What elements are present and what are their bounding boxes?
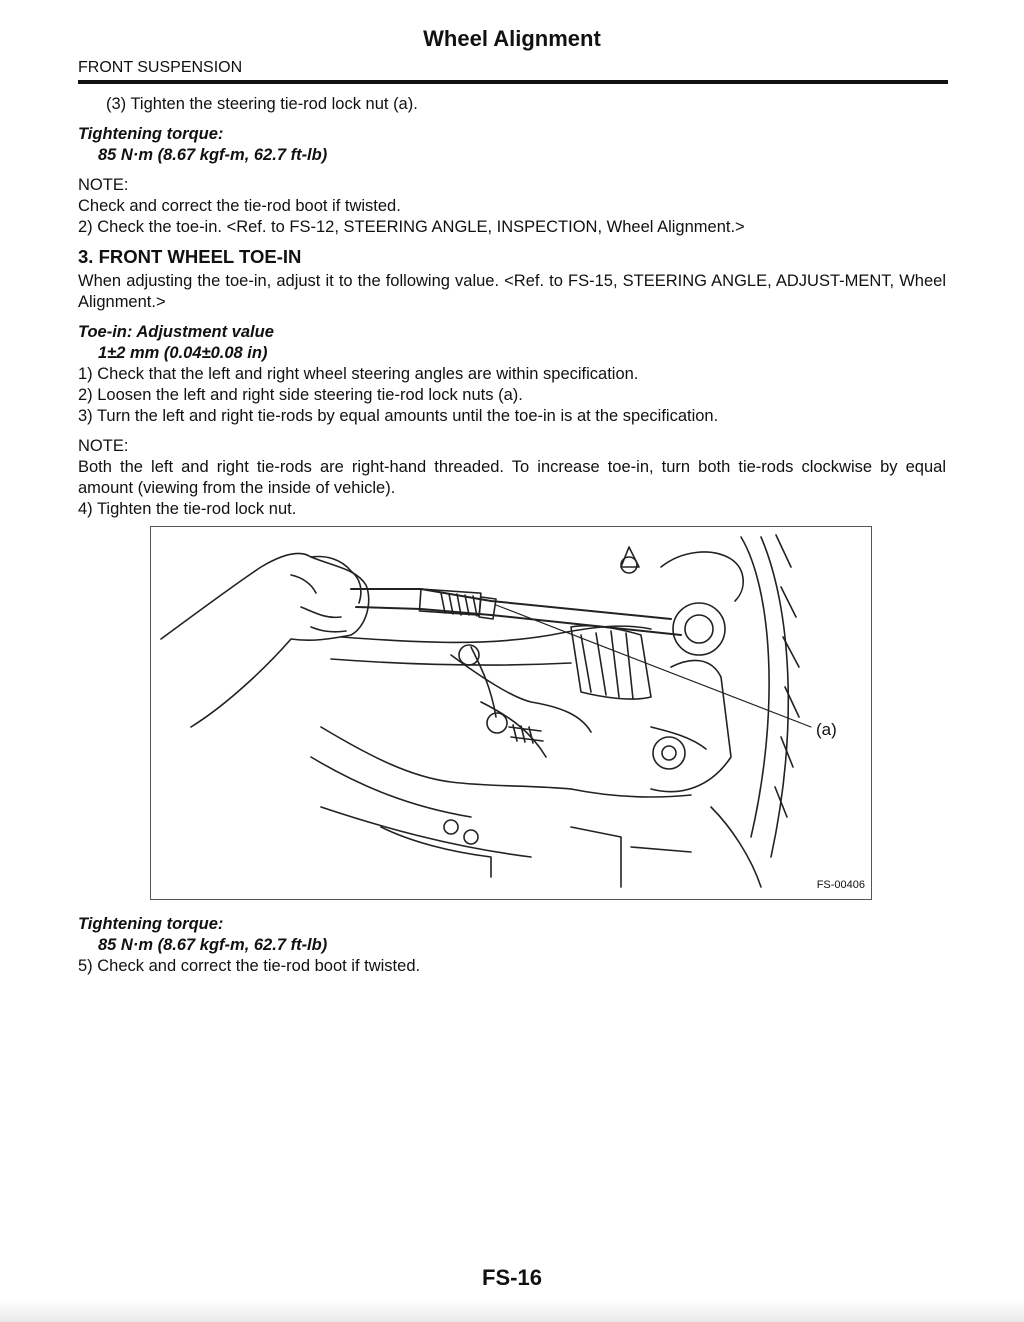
toe-label: Toe-in: Adjustment value [78,323,274,341]
page-number: FS-16 [482,1265,542,1290]
note-label: NOTE: [78,437,129,455]
page-title: Wheel Alignment [423,26,601,51]
torque-label: Tightening torque: [78,915,224,933]
page-bottom-shade [0,1300,1024,1322]
note-label: NOTE: [78,176,129,194]
step-tighten-locknut: (3) Tighten the steering tie-rod lock nut (a). [106,95,418,113]
step-4: 4) Tighten the tie-rod lock nut. [78,500,297,518]
torque-label: Tightening torque: [78,125,224,143]
note-text: Both the left and right tie-rods are right-hand threaded. To increase toe-in, turn both tie-rods clockwise by equal amount (viewing from the inside of vehicle). [78,458,946,497]
figure-code: FS-00406 [816,879,865,891]
page-content [78,94,946,977]
note-text: Check and correct the tie-rod boot if twisted. [78,197,401,215]
tie-rod-illustration [151,527,871,899]
section-name: FRONT SUSPENSION [78,59,243,76]
step-5: 5) Check and correct the tie-rod boot if twisted. [78,957,421,975]
step-1: 1) Check that the left and right wheel steering angles are within specification. [78,365,639,383]
intro-text: When adjusting the toe-in, adjust it to the following value. <Ref. to FS-15, STEERING ANGLE, ADJUST-MENT, Wheel Alignment.> [78,272,946,311]
torque-value: 85 N·m (8.67 kgf-m, 62.7 ft-lb) [98,936,328,954]
header-rule [78,80,948,84]
step-check-toe: 2) Check the toe-in. <Ref. to FS-12, STEERING ANGLE, INSPECTION, Wheel Alignment.> [78,218,745,236]
figure-illustration [150,526,872,900]
step-3: 3) Turn the left and right tie-rods by equal amounts until the toe-in is at the specification. [78,407,719,425]
section-heading: 3. FRONT WHEEL TOE-IN [78,246,302,267]
step-2: 2) Loosen the left and right side steering tie-rod lock nuts (a). [78,386,523,404]
toe-value: 1±2 mm (0.04±0.08 in) [98,344,268,362]
torque-value: 85 N·m (8.67 kgf-m, 62.7 ft-lb) [98,146,328,164]
figure-callout-a: (a) [816,720,837,739]
